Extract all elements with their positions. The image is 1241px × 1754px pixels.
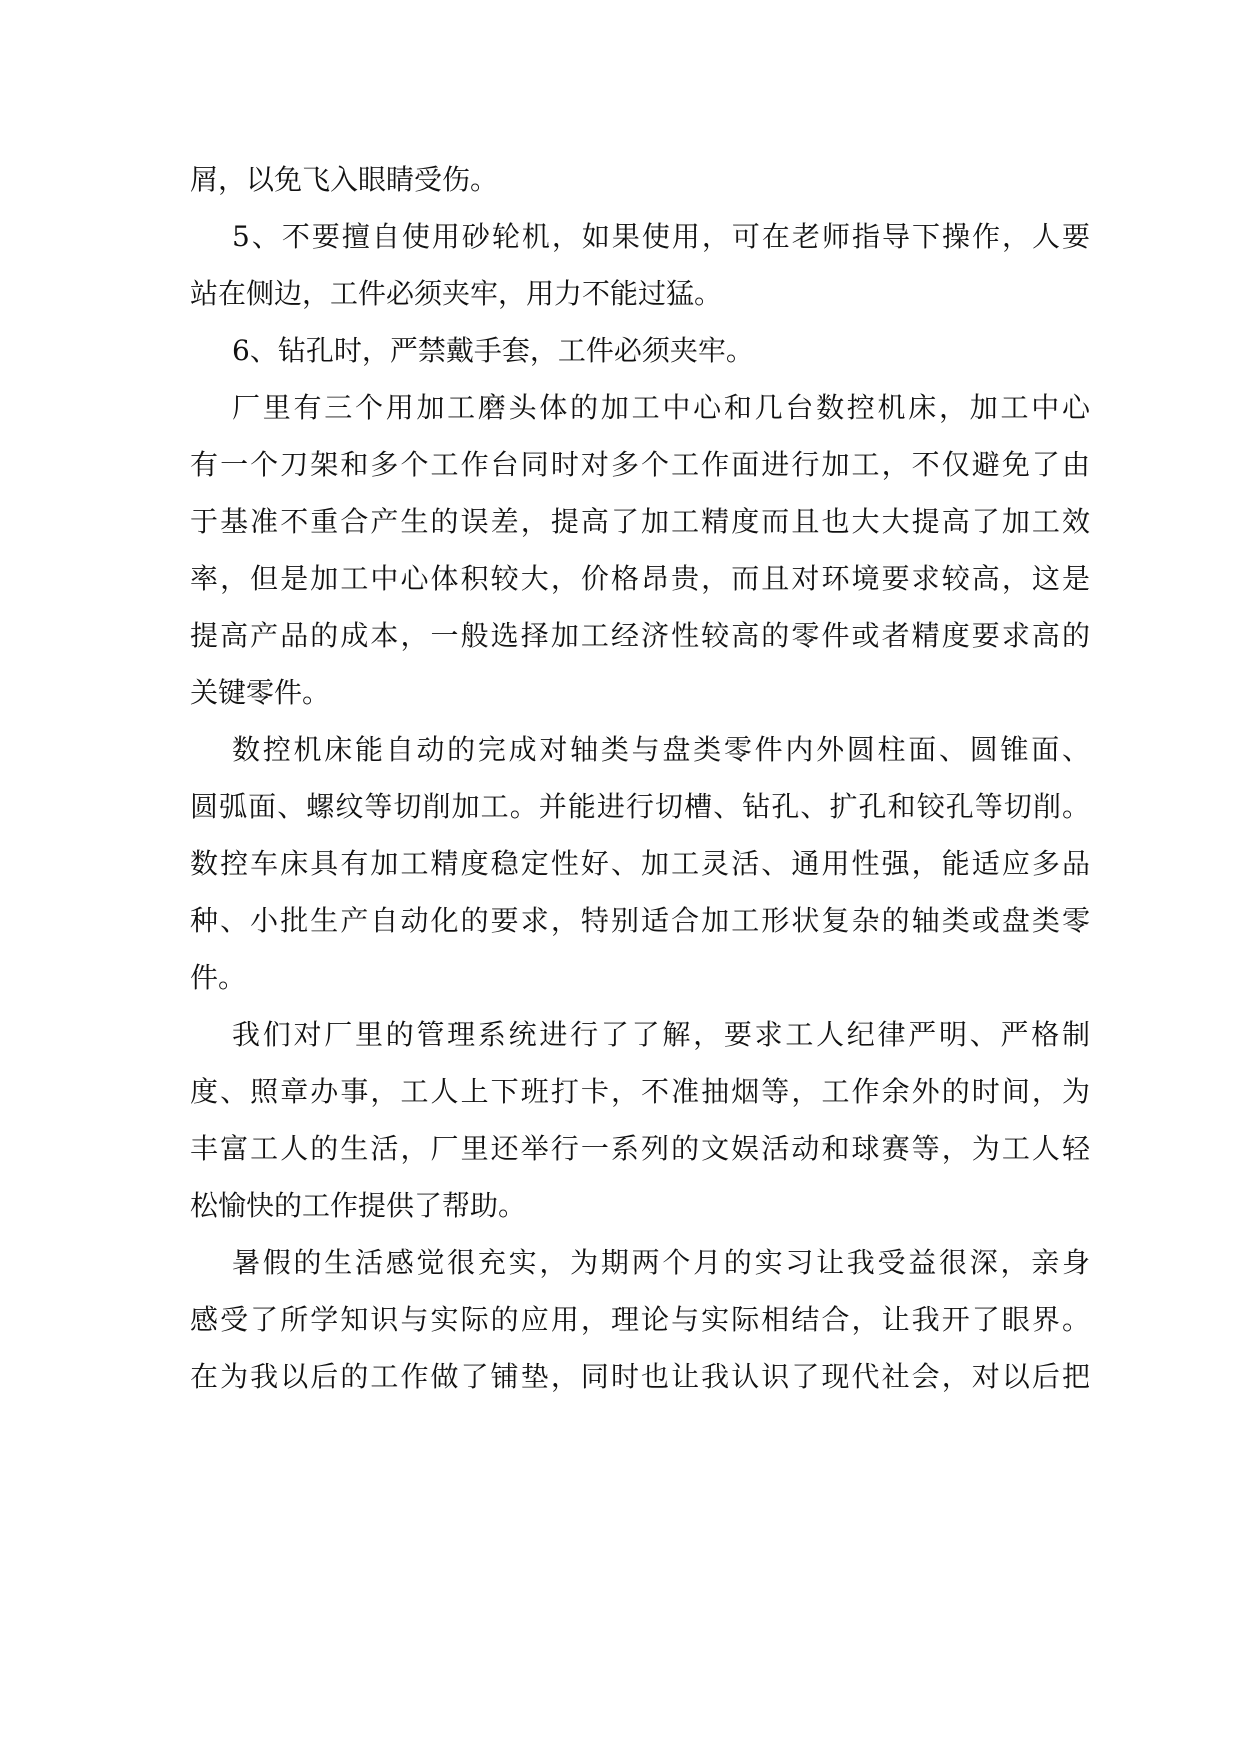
text-line: 我们对厂里的管理系统进行了了解，要求工人纪律严明、严格制	[232, 1018, 1090, 1051]
text-line: 在为我以后的工作做了铺垫，同时也让我认识了现代社会，对以后把	[190, 1360, 1090, 1393]
text-line: 件。	[190, 961, 247, 994]
text-line: 有一个刀架和多个工作台同时对多个工作面进行加工，不仅避免了由	[190, 448, 1090, 481]
text-line: 松愉快的工作提供了帮助。	[190, 1189, 527, 1222]
text-line: 5、不要擅自使用砂轮机，如果使用，可在老师指导下操作，人要	[232, 220, 1090, 253]
text-line: 厂里有三个用加工磨头体的加工中心和几台数控机床，加工中心	[232, 391, 1090, 424]
text-line: 数控机床能自动的完成对轴类与盘类零件内外圆柱面、圆锥面、	[232, 733, 1090, 766]
text-line: 感受了所学知识与实际的应用，理论与实际相结合，让我开了眼界。	[190, 1303, 1090, 1336]
text-line: 丰富工人的生活，厂里还举行一系列的文娱活动和球赛等，为工人轻	[190, 1132, 1090, 1165]
text-line: 6、钻孔时，严禁戴手套，工件必须夹牢。	[232, 334, 754, 367]
text-line: 提高产品的成本，一般选择加工经济性较高的零件或者精度要求高的	[190, 619, 1090, 652]
text-line: 数控车床具有加工精度稳定性好、加工灵活、通用性强，能适应多品	[190, 847, 1090, 880]
text-line: 暑假的生活感觉很充实，为期两个月的实习让我受益很深，亲身	[232, 1246, 1090, 1279]
text-line: 于基准不重合产生的误差，提高了加工精度而且也大大提高了加工效	[190, 505, 1090, 538]
text-line: 圆弧面、螺纹等切削加工。并能进行切槽、钻孔、扩孔和铰孔等切削。	[190, 790, 1090, 823]
text-line: 关键零件。	[190, 676, 331, 709]
text-line: 站在侧边，工件必须夹牢，用力不能过猛。	[190, 277, 723, 310]
text-line: 度、照章办事，工人上下班打卡，不准抽烟等，工作余外的时间，为	[190, 1075, 1090, 1108]
text-line: 屑，以免飞入眼睛受伤。	[190, 163, 499, 196]
text-line: 率，但是加工中心体积较大，价格昂贵，而且对环境要求较高，这是	[190, 562, 1090, 595]
text-line: 种、小批生产自动化的要求，特别适合加工形状复杂的轴类或盘类零	[190, 904, 1090, 937]
